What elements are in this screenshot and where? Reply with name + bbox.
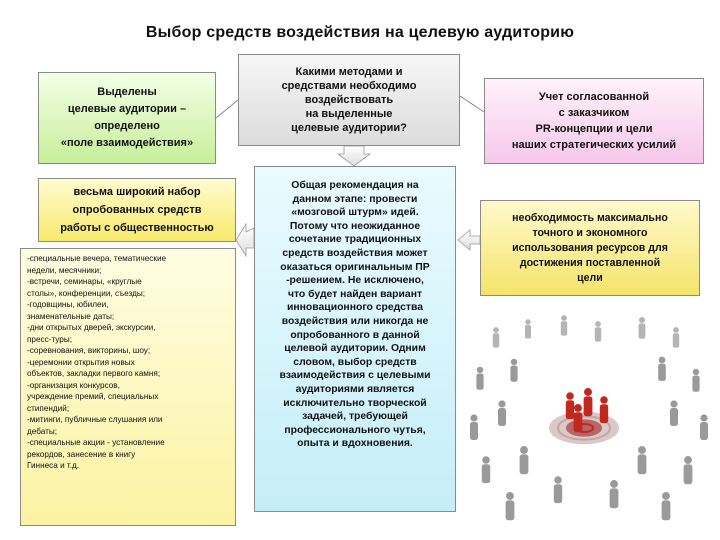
- tools-list-item: недели, месячники;: [27, 265, 102, 275]
- tools-list-item: рекордов, занесение в книгу: [27, 449, 136, 459]
- tools-list-item: учреждение премий, специальных: [27, 392, 159, 401]
- tools-list-box: [20, 248, 236, 526]
- tools-list-item: -встречи, семинары, «круглые: [27, 277, 142, 286]
- crowd-person-icon: [610, 480, 619, 508]
- crowd-person-icon: [498, 400, 506, 426]
- crowd-person-icon: [638, 446, 647, 474]
- crowd-person-icon: [670, 400, 678, 426]
- tools-list-item: объектов, закладки первого камня;: [27, 369, 161, 378]
- crowd-person-icon: [470, 414, 478, 440]
- crowd-person-icon: [482, 456, 490, 483]
- target-person-icon: [584, 388, 593, 416]
- crowd-person-icon: [595, 321, 601, 341]
- crowd-person-icon: [700, 414, 708, 440]
- tools-list-item: -соревнования, викторины, шоу;: [27, 346, 151, 355]
- question-box: Какими методами и средствами необходимо воздействовать на выделенные целевые аудитории?: [238, 54, 460, 146]
- tools-list-item: -дни открытых дверей, экскурсии,: [27, 323, 156, 332]
- connector-left-line: [216, 100, 238, 118]
- crowd-person-icon: [510, 359, 517, 382]
- crowd-person-icon: [525, 319, 531, 338]
- crowd-person-icon: [520, 446, 529, 474]
- crowd-target-illustration: [466, 300, 716, 530]
- arrow-left-icon: [236, 224, 254, 256]
- crowd-person-icon: [658, 357, 666, 381]
- agreed-concept-box: Учет согласованной с заказчиком PR-концепции и цели наших стратегических усилий: [484, 78, 704, 164]
- tools-list-item: Гиннеса и т.д.: [27, 461, 80, 470]
- crowd-person-icon: [506, 492, 515, 520]
- tools-list-item: -организация конкурсов,: [27, 380, 120, 390]
- broad-set-box: весьма широкий набор опробованных средств работы с общественностью: [38, 178, 236, 242]
- crowd-person-icon: [692, 369, 699, 392]
- crowd-person-icon: [684, 456, 693, 484]
- page-title: Выбор средств воздействия на целевую аудиторию: [145, 24, 575, 41]
- arrow-right-icon: [458, 230, 480, 250]
- connector-right-line: [460, 96, 484, 112]
- efficiency-box: необходимость максимально точного и экономного использования ресурсов для достижения поставленной цели: [480, 200, 700, 296]
- target-ring: [567, 420, 601, 435]
- crowd-person-icon: [639, 317, 646, 339]
- tools-list-item: знаменательные даты;: [27, 311, 115, 321]
- crowd-person-icon: [554, 476, 562, 503]
- crowd-person-icon: [561, 315, 567, 335]
- tools-list-item: -годовщины, юбилеи,: [27, 300, 109, 309]
- arrow-down-icon: [338, 146, 370, 166]
- tools-list-item: -церемонии открытия новых: [27, 357, 135, 367]
- crowd-person-icon: [662, 492, 671, 520]
- target-person-icon: [600, 396, 608, 423]
- tools-list-item: стипендий;: [27, 403, 70, 413]
- target-person-icon: [566, 392, 574, 419]
- tools-list-item: -специальные акции - установление: [27, 438, 165, 447]
- tools-list-item: пресс-туры;: [27, 334, 73, 344]
- crowd-person-icon: [673, 327, 679, 347]
- segments-box: Выделены целевые аудитории – определено «поле взаимодействия»: [38, 72, 216, 164]
- crowd-person-icon: [493, 327, 499, 347]
- recommendation-box: Общая рекомендация на данном этапе: провести «мозговой штурм» идей. Потому что неожиданное сочетание традиционных средств воздействия может оказаться оригинальным ПР -решением. Не исключено, что будет найден вариант инновационного средства воздействия или никогда не опробованного в данной целевой аудитории. Одним словом, выбор средств взаимодействия с целевыми аудиториями является исключительно творческой задачей, требующей профессионального чутья, опыта и вдохновения.: [254, 166, 456, 512]
- tools-list-item: -митинги, публичные слушания или: [27, 415, 163, 424]
- tools-list-item: столы», конференции, съезды;: [27, 288, 146, 298]
- crowd-person-icon: [476, 367, 483, 390]
- tools-list-item: -специальные вечера, тематические: [27, 254, 167, 263]
- target-person-icon: [574, 404, 583, 432]
- tools-list-item: дебаты;: [27, 426, 58, 436]
